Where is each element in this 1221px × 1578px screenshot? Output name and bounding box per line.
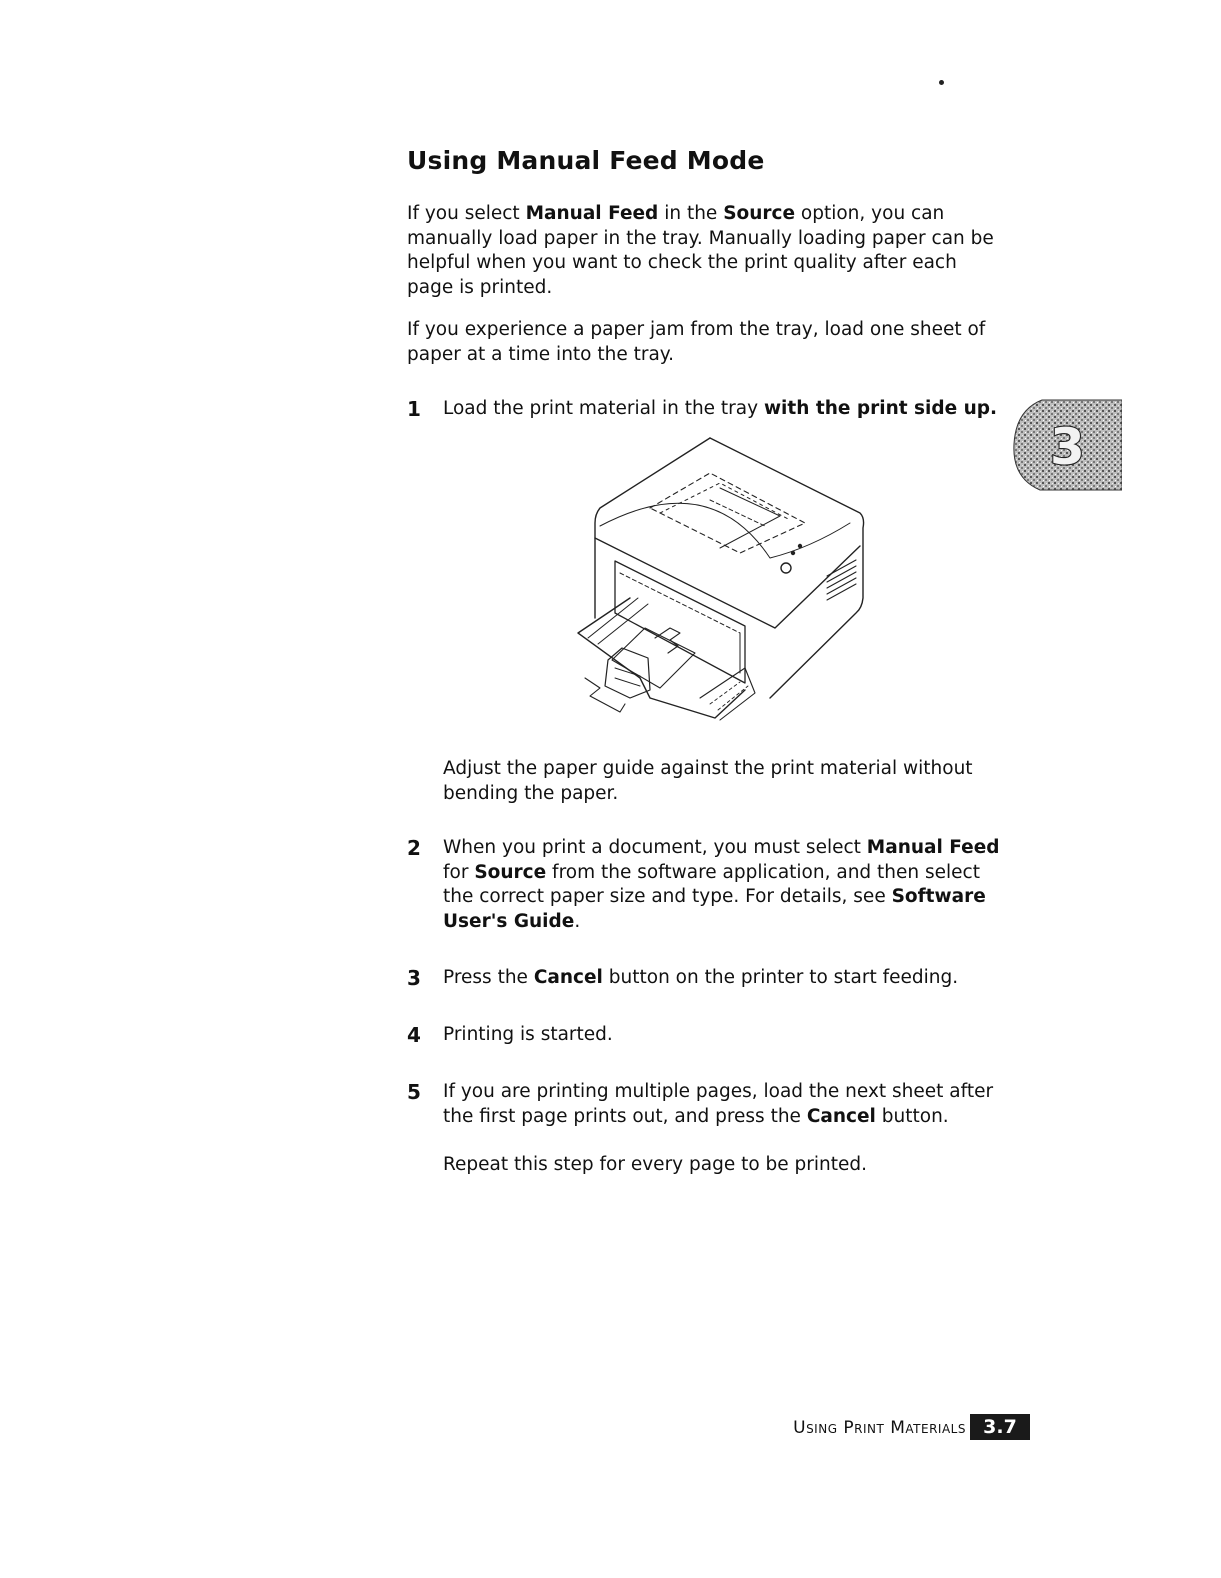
- step-number: 1: [407, 397, 421, 421]
- step-text: Press the Cancel button on the printer to start feeding.: [443, 967, 959, 988]
- chapter-number: 3: [1050, 418, 1085, 476]
- page-number: 3.7: [970, 1414, 1030, 1440]
- printer-illustration: [560, 428, 890, 728]
- step-5-note: Repeat this step for every page to be printed.: [443, 1154, 868, 1175]
- footer-section-title: Using Print Materials: [793, 1418, 966, 1438]
- step-number: 2: [407, 836, 421, 860]
- chapter-tab: [1012, 398, 1122, 492]
- step-number: 3: [407, 966, 421, 990]
- stray-dot: [939, 80, 944, 85]
- step-text: If you are printing multiple pages, load the next sheet after the first page prints out, and press the Cancel button.: [443, 1081, 994, 1127]
- step-1-note: Adjust the paper guide against the print material without bending the paper.: [443, 758, 973, 804]
- step-number: 4: [407, 1023, 421, 1047]
- step-number: 5: [407, 1080, 421, 1104]
- intro-paragraph-1: If you select Manual Feed in the Source option, you can manually load paper in the tray. Manually loading paper can be helpful when you want to check the print quality after each page is printed.: [407, 203, 994, 298]
- intro-paragraph-2: If you experience a paper jam from the tray, load one sheet of paper at a time into the tray.: [407, 319, 986, 365]
- step-text: Printing is started.: [443, 1024, 613, 1045]
- step-text: When you print a document, you must select Manual Feed for Source from the software application, and then select the correct paper size and type. For details, see Software User's Guide.: [443, 837, 1000, 932]
- page-footer: [760, 1414, 1030, 1442]
- step-text: Load the print material in the tray with the print side up.: [443, 398, 998, 419]
- section-title: Using Manual Feed Mode: [407, 146, 765, 175]
